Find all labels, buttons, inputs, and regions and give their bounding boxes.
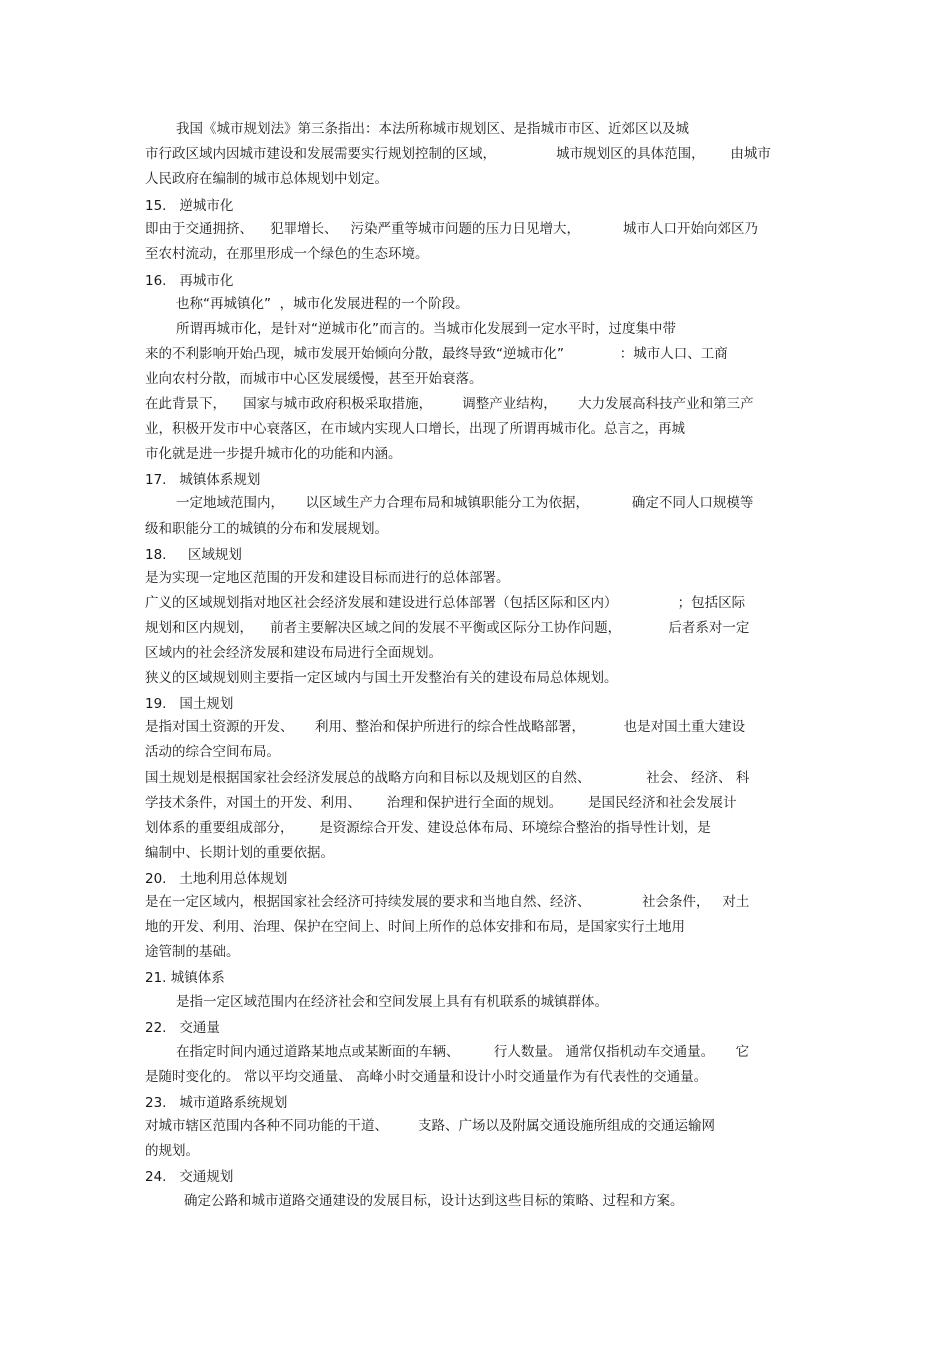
section-heading: 23. 城市道路系统规划 [145,1095,288,1111]
section-line: 业，积极开发市中心衰落区，在市域内实现人口增长，出现了所谓再城市化。总言之，再城 [145,421,685,437]
section-heading: 20. 土地利用总体规划 [145,871,288,887]
section-line: 区域内的社会经济发展和建设布局进行全面规划。 [145,645,442,661]
intro-line: 市行政区域内因城市建设和发展需要实行规划控制的区域， 城市规划区的具体范围， 由城市 [145,146,771,162]
section-heading: 15. 逆城市化 [145,198,234,214]
section-line: 学技术条件，对国土的开发、利用、 治理和保护进行全面的规划。 是国民经济和社会发展计 [145,795,737,811]
section-heading: 24. 交通规划 [145,1169,234,1185]
intro-line: 我国《城市规划法》第三条指出：本法所称城市规划区、是指城市市区、近郊区以及城 [176,121,689,137]
section-line: 确定公路和城市道路交通建设的发展目标，设计达到这些目标的策略、过程和方案。 [184,1193,684,1209]
section-line: 业向农村分散，而城市中心区发展缓慢，甚至开始衰落。 [145,371,483,387]
section-line: 一定地域范围内， 以区域生产力合理布局和城镇职能分工为依据， 确定不同人口规模等 [176,495,754,511]
section-line: 即由于交通拥挤、 犯罪增长、 污染严重等城市问题的压力日见增大， 城市人口开始向郊区乃 [145,221,758,237]
section-line: 也称“再城镇化” ，城市化发展进程的一个阶段。 [176,296,469,312]
section-line: 至农村流动，在那里形成一个绿色的生态环境。 [145,246,429,262]
section-heading: 22. 交通量 [145,1020,220,1036]
section-line: 是指对国土资源的开发、 利用、整治和保护所进行的综合性战略部署， 也是对国土重大建设 [145,719,746,735]
section-line: 途管制的基础。 [145,944,240,960]
section-heading: 17. 城镇体系规划 [145,472,261,488]
section-line: 来的不利影响开始凸现，城市发展开始倾向分散，最终导致“逆城市化” ：城市人口、工商 [145,346,728,362]
section-line: 狭义的区域规划则主要指一定区域内与国土开发整治有关的建设布局总体规划。 [145,670,618,686]
section-line: 活动的综合空间布局。 [145,744,280,760]
section-line: 国土规划是根据国家社会经济发展总的战略方向和目标以及规划区的自然、 社会、 经济、 科 [145,770,750,786]
section-line: 在指定时间内通过道路某地点或某断面的车辆、 行人数量。 通常仅指机动车交通量。 它 [176,1044,750,1060]
section-line: 市化就是进一步提升城市化的功能和内涵。 [145,446,402,462]
section-line: 是为实现一定地区范围的开发和建设目标而进行的总体部署。 [145,570,510,586]
section-line: 编制中、长期计划的重要依据。 [145,845,334,861]
section-heading: 19. 国土规划 [145,696,234,712]
section-line: 是在一定区域内，根据国家社会经济可持续发展的要求和当地自然、经济、 社会条件， 对土 [145,894,750,910]
intro-line: 人民政府在编制的城市总体规划中划定。 [145,171,388,187]
section-heading: 21. 城镇体系 [145,970,225,986]
section-heading: 18. 区域规划 [145,547,242,563]
section-line: 是指一定区域范围内在经济社会和空间发展上具有有机联系的城镇群体。 [176,994,608,1010]
section-heading: 16. 再城市化 [145,273,234,289]
section-line: 是随时变化的。 常以平均交通量、 高峰小时交通量和设计小时交通量作为有代表性的交通量。 [145,1069,708,1085]
section-line: 的规划。 [145,1143,199,1159]
section-line: 对城市辖区范围内各种不同功能的干道、 支路、广场以及附属交通设施所组成的交通运输网 [145,1118,716,1134]
section-line: 规划和区内规划， 前者主要解决区域之间的发展不平衡或区际分工协作问题， 后者系对一定 [145,620,750,636]
section-line: 所谓再城市化，是针对“逆城市化”而言的。当城市化发展到一定水平时，过度集中带 [176,321,676,337]
section-line: 级和职能分工的城镇的分布和发展规划。 [145,521,388,537]
section-line: 划体系的重要组成部分， 是资源综合开发、建设总体布局、环境综合整治的指导性计划，是 [145,820,711,836]
section-line: 地的开发、利用、治理、保护在空间上、时间上所作的总体安排和布局，是国家实行土地用 [145,919,685,935]
section-line: 广义的区域规划指对地区社会经济发展和建设进行总体部署（包括区际和区内） ；包括区际 [145,595,746,611]
section-line: 在此背景下， 国家与城市政府积极采取措施， 调整产业结构， 大力发展高科技产业和第三产 [145,396,754,412]
